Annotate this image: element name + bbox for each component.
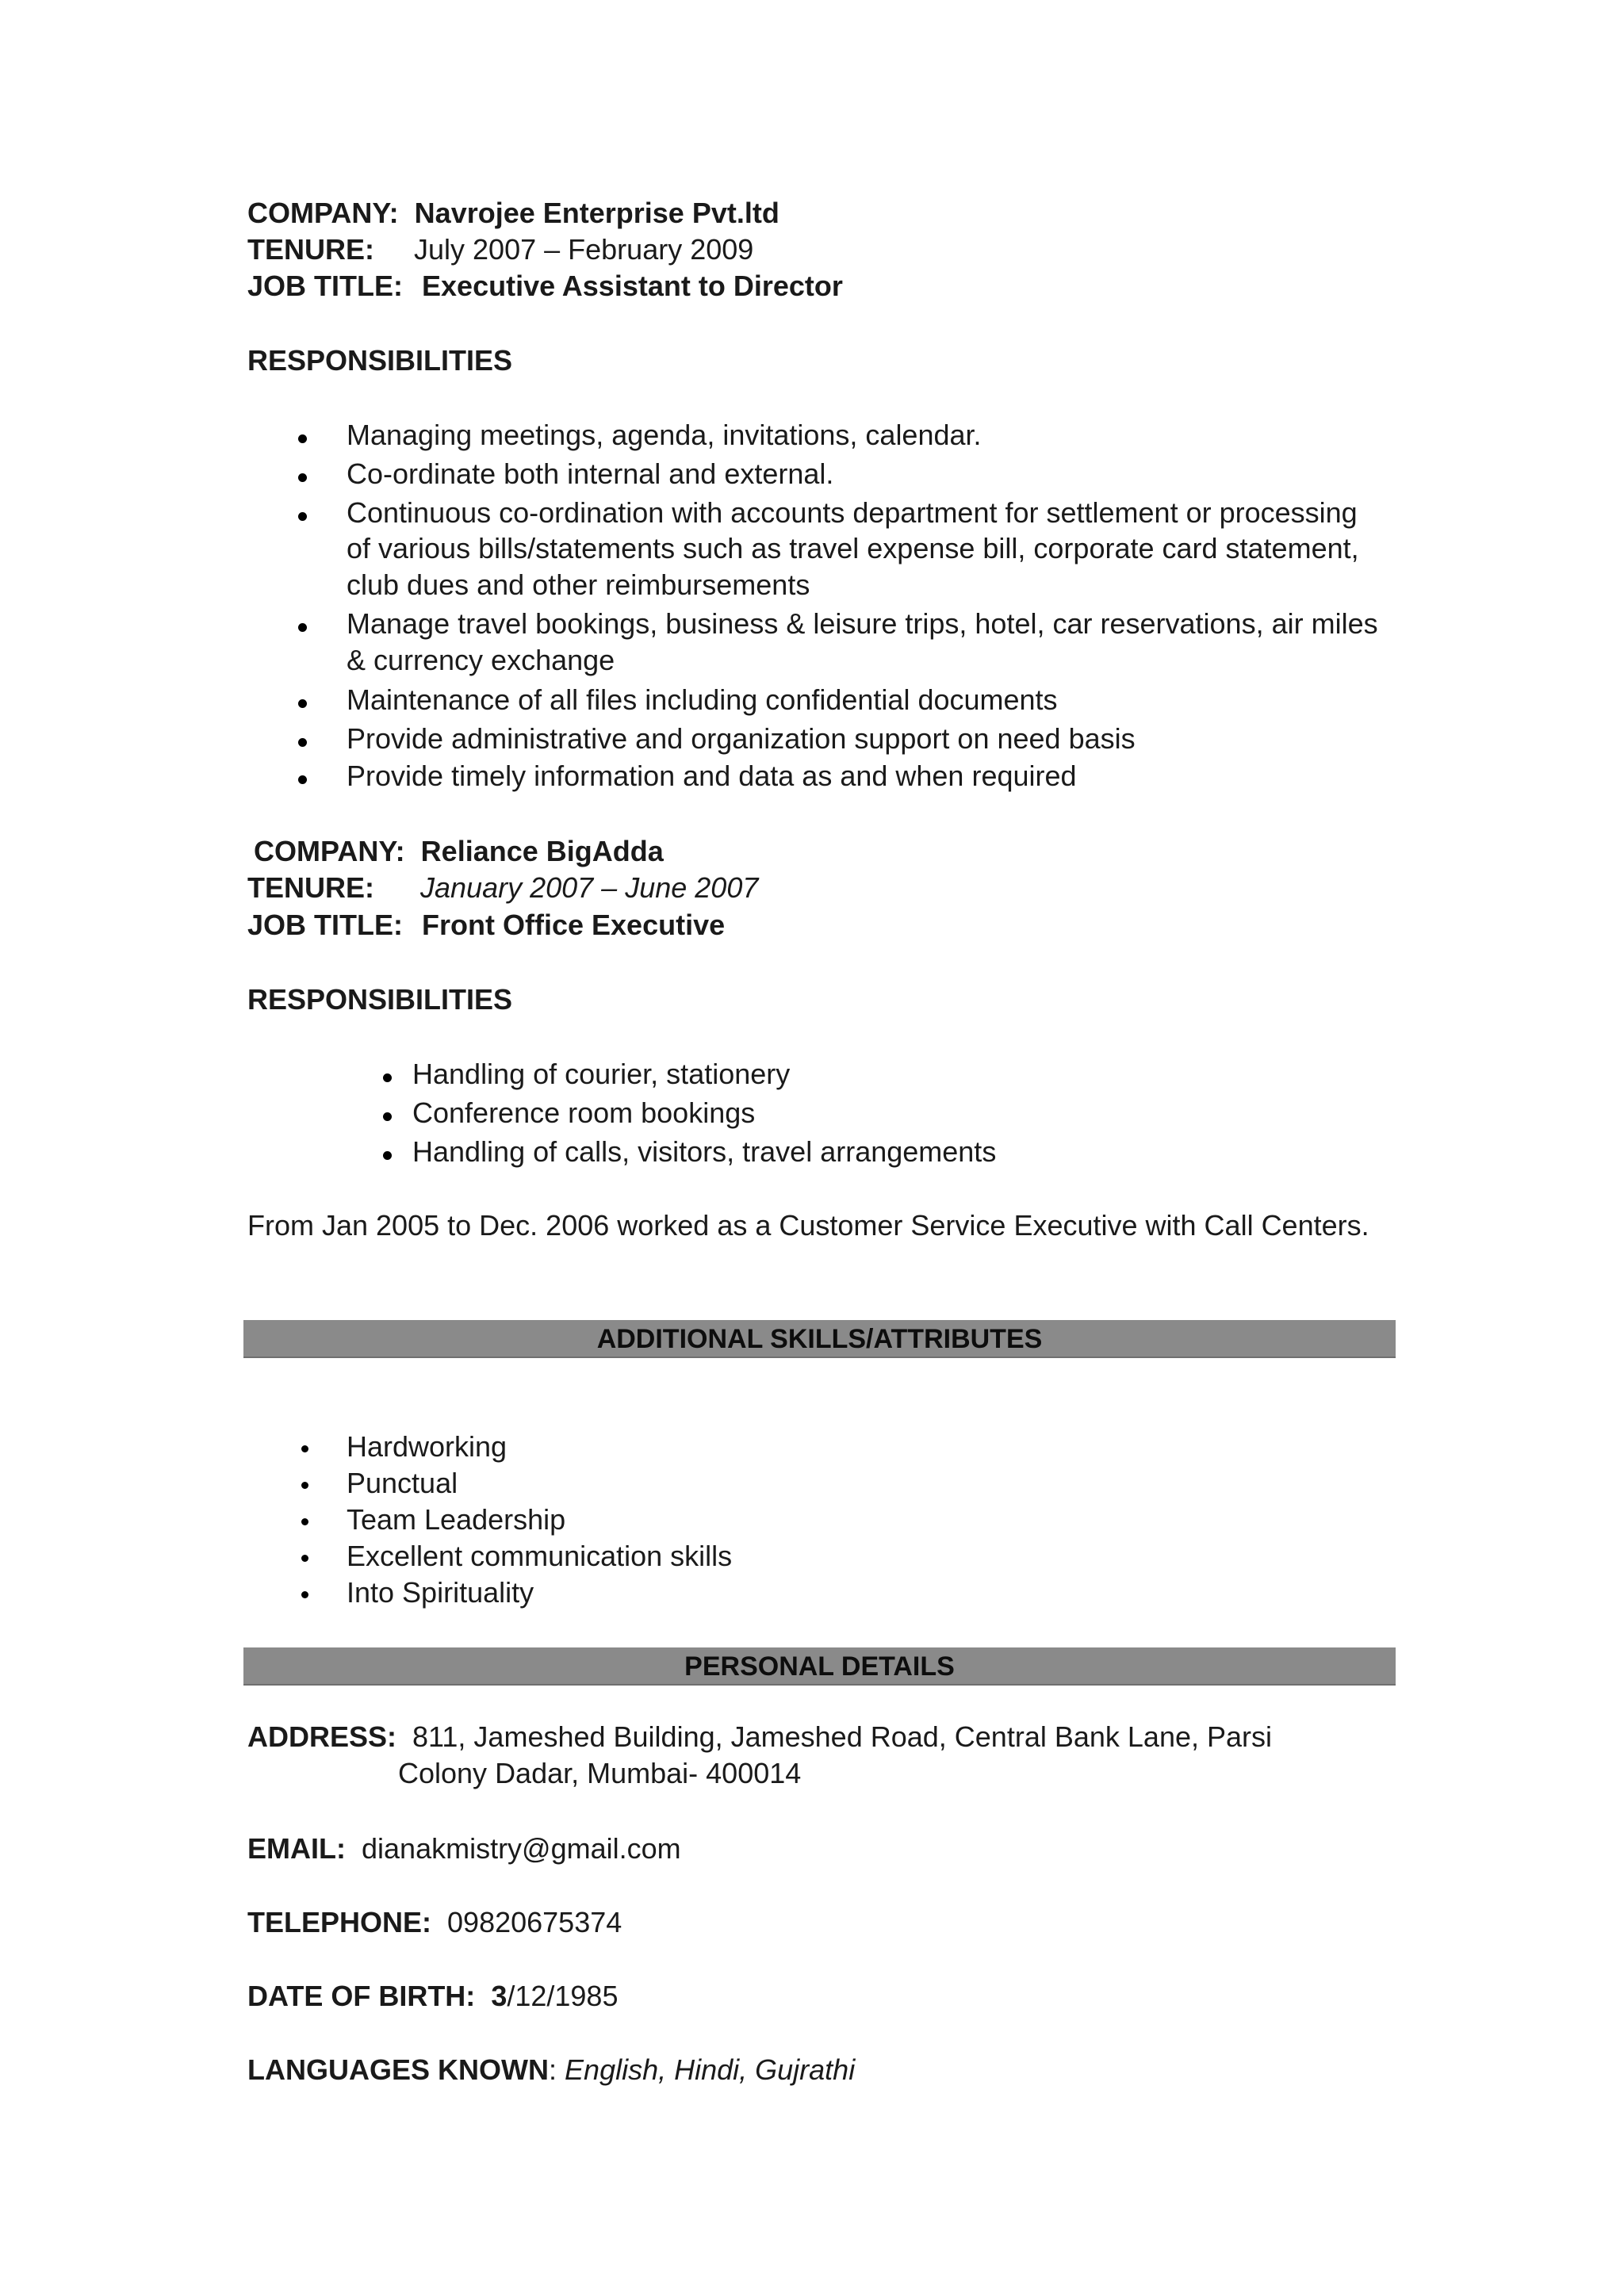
bullet-icon — [301, 1482, 308, 1489]
list-item: Handling of calls, visitors, travel arrangements — [412, 1135, 997, 1168]
dob-rest: /12/1985 — [507, 1980, 619, 2012]
job1-title-label: JOB TITLE: — [247, 270, 403, 302]
list-item: Provide administrative and organization support on need basis — [347, 722, 1136, 755]
address-value-continuation: Colony Dadar, Mumbai- 400014 — [398, 1757, 802, 1789]
bullet-icon — [301, 1445, 308, 1452]
list-item: Manage travel bookings, business & leisure trips, hotel, car reservations, air miles — [347, 607, 1378, 640]
languages-value: English, Hindi, Gujrathi — [565, 2053, 856, 2086]
skills-heading: ADDITIONAL SKILLS/ATTRIBUTES — [243, 1320, 1396, 1358]
list-item: Into Spirituality — [347, 1576, 534, 1609]
list-item: Provide timely information and data as and when required — [347, 760, 1077, 792]
list-item: Excellent communication skills — [347, 1540, 733, 1572]
languages-label: LANGUAGES KNOWN — [247, 2053, 549, 2086]
bullet-icon — [383, 1151, 392, 1160]
list-item: Handling of courier, stationery — [412, 1058, 791, 1090]
job2-responsibilities-heading: RESPONSIBILITIES — [247, 983, 513, 1016]
job1-company: Navrojee Enterprise Pvt.ltd — [414, 197, 779, 229]
list-item-continuation: club dues and other reimbursements — [347, 568, 810, 601]
job1-responsibilities-heading: RESPONSIBILITIES — [247, 344, 513, 377]
list-item: Continuous co-ordination with accounts department for settlement or processing — [347, 496, 1358, 529]
list-item: Team Leadership — [347, 1503, 566, 1536]
job2-title: Front Office Executive — [422, 909, 726, 941]
bullet-icon — [298, 738, 307, 747]
list-item-continuation: & currency exchange — [347, 644, 615, 676]
email-value: dianakmistry@gmail.com — [362, 1832, 681, 1865]
bullet-icon — [298, 512, 307, 521]
list-item-continuation: of various bills/statements such as travel expense bill, corporate card statement, — [347, 532, 1359, 564]
personal-heading: PERSONAL DETAILS — [243, 1647, 1396, 1686]
bullet-icon — [298, 434, 307, 443]
bullet-icon — [298, 473, 307, 482]
job2-company-label: COMPANY: — [254, 835, 405, 867]
bullet-icon — [301, 1518, 308, 1525]
dob-line — [247, 1980, 618, 2013]
dob-label: DATE OF BIRTH: — [247, 1980, 476, 2012]
job1-company-label: COMPANY: — [247, 197, 399, 229]
list-item: Hardworking — [347, 1430, 508, 1463]
job1-tenure-label: TENURE: — [247, 233, 374, 266]
list-item: Maintenance of all files including confidential documents — [347, 683, 1058, 716]
job1-title-line — [247, 270, 843, 303]
address-line — [247, 1720, 1272, 1754]
job2-tenure: January 2007 – June 2007 — [420, 871, 759, 904]
list-item: Conference room bookings — [412, 1096, 756, 1129]
languages-separator: : — [549, 2053, 557, 2086]
dob-day: 3 — [491, 1980, 508, 2012]
bullet-icon — [298, 623, 307, 632]
address-value: 811, Jameshed Building, Jameshed Road, Central Bank Lane, Parsi — [412, 1720, 1273, 1753]
bullet-icon — [298, 699, 307, 708]
list-item: Co-ordinate both internal and external. — [347, 457, 834, 490]
address-label: ADDRESS: — [247, 1720, 397, 1753]
list-item: Punctual — [347, 1467, 458, 1499]
bullet-icon — [383, 1073, 392, 1082]
telephone-value: 09820675374 — [447, 1906, 622, 1938]
list-item: Managing meetings, agenda, invitations, calendar. — [347, 419, 982, 451]
job2-company-line — [254, 835, 664, 868]
email-line — [247, 1832, 681, 1866]
job1-company-line — [247, 197, 779, 230]
telephone-line — [247, 1906, 622, 1939]
email-label: EMAIL: — [247, 1832, 346, 1865]
telephone-label: TELEPHONE: — [247, 1906, 432, 1938]
job2-title-label: JOB TITLE: — [247, 909, 403, 941]
bullet-icon — [298, 775, 307, 784]
job2-tenure-label: TENURE: — [247, 871, 374, 904]
job2-company: Reliance BigAdda — [420, 835, 664, 867]
prior-experience: From Jan 2005 to Dec. 2006 worked as a Customer Service Executive with Call Centers. — [247, 1209, 1369, 1242]
bullet-icon — [383, 1112, 392, 1121]
languages-line — [247, 2053, 855, 2087]
bullet-icon — [301, 1591, 308, 1598]
job1-tenure: July 2007 – February 2009 — [414, 233, 754, 266]
job1-tenure-line — [247, 233, 753, 266]
job2-tenure-line — [247, 871, 758, 905]
bullet-icon — [301, 1555, 308, 1562]
job1-title: Executive Assistant to Director — [422, 270, 843, 302]
job2-title-line — [247, 909, 725, 942]
